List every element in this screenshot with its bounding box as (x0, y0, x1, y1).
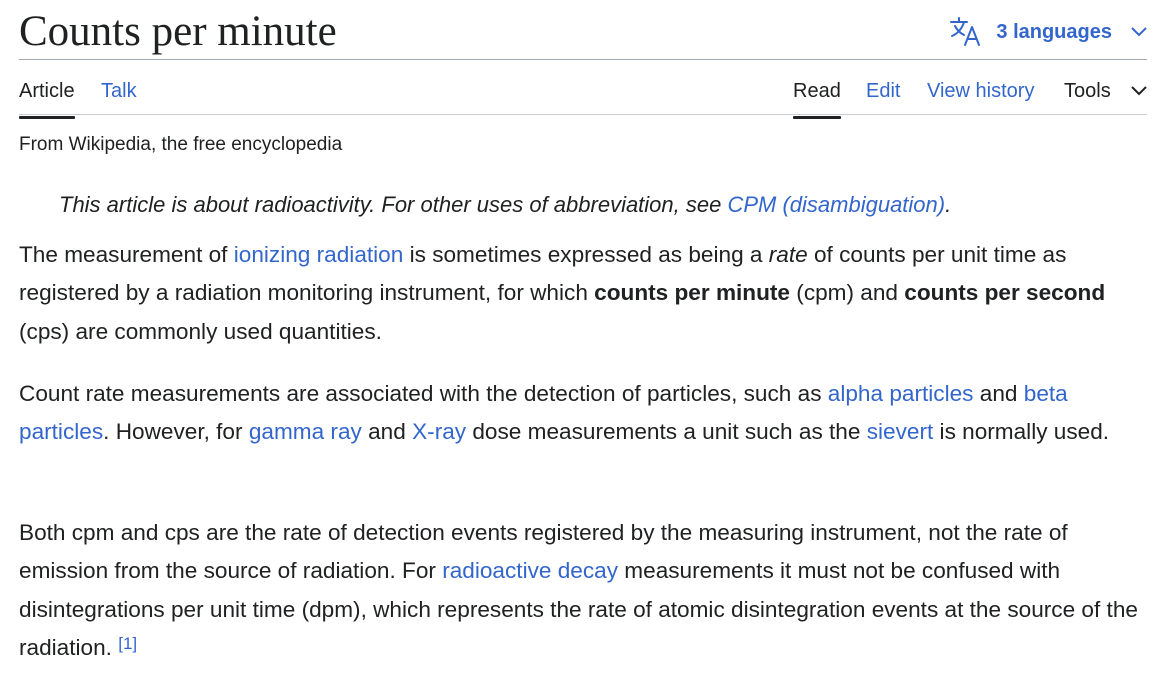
reference-1[interactable]: [1] (118, 633, 138, 653)
hatnote-text: This article is about radioactivity. For other uses of abbreviation, see (59, 192, 728, 217)
hatnote (59, 191, 951, 219)
text-span: is sometimes expressed as being a (403, 242, 769, 267)
text-span: The measurement of (19, 242, 234, 267)
link-beta-particles[interactable]: beta particles (19, 381, 1068, 445)
text-span: . However, for (103, 419, 249, 445)
text-span: Count rate measurements are associated with the detection of particles, such as (19, 381, 828, 406)
link-x-ray[interactable]: X-ray (412, 419, 467, 445)
link-gamma-ray[interactable]: gamma ray (248, 419, 362, 445)
link-ionizing-radiation[interactable]: ionizing radiation (233, 242, 404, 267)
title-bar (19, 0, 1147, 60)
tab-view-history[interactable]: View history (927, 80, 1035, 102)
translate-icon (950, 17, 982, 47)
text-span: measurements it must not be confused with disintegrations per unit time (dpm), which represents the rate of atomic disintegration events at the source of the radiation. (19, 558, 1138, 660)
paragraph-2 (19, 375, 1147, 452)
tab-read[interactable]: Read (793, 77, 841, 105)
bold-counts-per-second: counts per second (904, 280, 1106, 306)
text-span: of counts per unit time as registered by a radiation monitoring instrument, for which (19, 242, 1067, 306)
link-sievert[interactable]: sievert (866, 419, 934, 445)
tab-tools[interactable]: Tools (1064, 80, 1111, 102)
emphasis-rate: rate (768, 242, 808, 267)
text-span: and (361, 419, 413, 445)
tab-article[interactable]: Article (19, 77, 75, 105)
page-title: Counts per minute (19, 8, 337, 55)
text-span: is normally used. (933, 419, 1110, 445)
text-span: (cpm) and (790, 280, 905, 306)
tab-edit[interactable]: Edit (866, 80, 901, 102)
link-alpha-particles[interactable]: alpha particles (827, 381, 974, 406)
chevron-down-icon[interactable] (1131, 85, 1147, 97)
text-span: (cps) are commonly used quantities. (19, 318, 382, 344)
link-cpm-disambiguation[interactable]: CPM (disambiguation) (727, 192, 946, 217)
languages-label: 3 languages (996, 20, 1112, 43)
chevron-down-icon (1131, 26, 1147, 38)
text-span: Both cpm and cps are the rate of detection events registered by the measuring instrument, not the rate of emission from the source of radiation. For (19, 520, 1068, 584)
languages-button[interactable] (950, 16, 1147, 48)
bold-counts-per-minute: counts per minute (594, 280, 791, 306)
hatnote-end: . (945, 192, 952, 217)
paragraph-1 (19, 236, 1147, 351)
site-tagline: From Wikipedia, the free encyclopedia (19, 134, 343, 155)
link-radioactive-decay[interactable]: radioactive decay (442, 558, 619, 584)
text-span: and (973, 381, 1024, 406)
paragraph-3 (19, 514, 1147, 667)
page-tabs (19, 60, 1147, 115)
text-span: dose measurements a unit such as the (466, 419, 867, 445)
tab-talk[interactable]: Talk (101, 80, 137, 102)
